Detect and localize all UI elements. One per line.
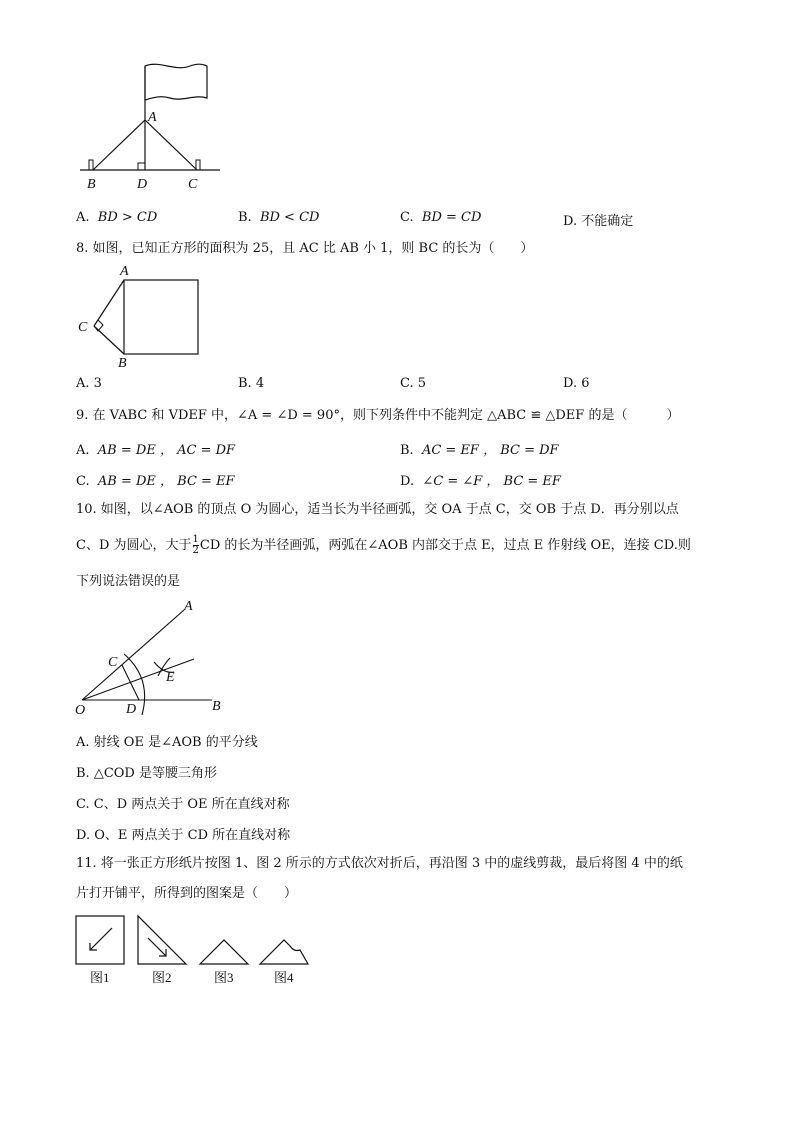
q7-option-b[interactable]: B. BD < CD xyxy=(238,210,320,225)
q10-option-a[interactable]: A. 射线 OE 是∠AOB 的平分线 xyxy=(76,735,258,750)
stake-c xyxy=(196,160,200,170)
rope-ac xyxy=(145,120,197,170)
fraction-half: $\frac{1}{2}$ xyxy=(192,534,199,556)
q9-option-d[interactable]: D. ∠C = ∠F ， BC = EF xyxy=(400,474,561,489)
q8-option-c[interactable]: C. 5 xyxy=(400,376,427,391)
q8-option-d[interactable]: D. 6 xyxy=(563,376,590,391)
label-b: B xyxy=(118,356,127,371)
label-c: C xyxy=(108,655,118,670)
q9-option-a[interactable]: A. AB = DE ， AC = DF xyxy=(76,443,236,458)
q7-option-d[interactable]: D. 不能确定 xyxy=(563,214,634,229)
label-b: B xyxy=(87,177,96,192)
q11-line1: 11. 将一张正方形纸片按图 1、图 2 所示的方式依次对折后，再沿图 3 中的虚线剪裁，最后将图 4 中的纸 xyxy=(76,856,683,871)
label-a: A xyxy=(184,599,193,614)
q10-option-c[interactable]: C. C、D 两点关于 OE 所在直线对称 xyxy=(76,797,290,812)
fig1-arrow xyxy=(90,928,112,950)
label-c: C xyxy=(188,177,198,192)
label-a: A xyxy=(148,110,157,125)
q9-option-b[interactable]: B. AC = EF ， BC = DF xyxy=(400,443,559,458)
segment-ac xyxy=(94,280,124,326)
q9-stem: 9. 在 VABC 和 VDEF 中，∠A = ∠D = 90°，则下列条件中不能判定 △ABC ≌ △DEF 的是（ ） xyxy=(76,408,680,423)
q9-option-c[interactable]: C. AB = DE ， BC = EF xyxy=(76,474,235,489)
q10-option-d[interactable]: D. O、E 两点关于 CD 所在直线对称 xyxy=(76,828,291,843)
fig3-triangle xyxy=(200,940,248,964)
label-d: D xyxy=(126,702,137,717)
q8-option-a[interactable]: A. 3 xyxy=(76,376,102,391)
flag xyxy=(145,64,207,100)
q10-line2-pre: C、D 为圆心，大于 xyxy=(76,538,192,553)
q8-stem: 8. 如图，已知正方形的面积为 25，且 AC 比 AB 小 1，则 BC 的长为（ ） xyxy=(76,241,534,256)
label-e: E xyxy=(166,670,175,685)
fig1-label: 图1 xyxy=(90,970,110,985)
label-b: B xyxy=(212,699,221,714)
stake-b xyxy=(89,160,93,170)
label-o: O xyxy=(75,703,86,718)
q10-line2-post: CD 的长为半径画弧，两弧在∠AOB 内部交于点 E，过点 E 作射线 OE，连接 CD.则 xyxy=(199,538,691,553)
right-angle-mark xyxy=(94,320,103,331)
q7-option-c[interactable]: C. BD = CD xyxy=(400,210,482,225)
ray-oe xyxy=(82,659,194,700)
fig2-triangle xyxy=(138,916,186,964)
q8-option-b[interactable]: B. 4 xyxy=(238,376,265,391)
q11-figures xyxy=(74,914,324,989)
q11-line2: 片打开铺平，所得到的图案是（ ） xyxy=(76,886,298,901)
right-angle-mark xyxy=(138,163,145,170)
q8-figure xyxy=(74,262,204,372)
q7-figure xyxy=(70,58,240,198)
fig2-label: 图2 xyxy=(152,970,172,985)
label-c: C xyxy=(78,320,88,335)
q10-option-b[interactable]: B. △COD 是等腰三角形 xyxy=(76,766,217,781)
square xyxy=(124,280,198,354)
label-a: A xyxy=(120,264,129,279)
fig4-label: 图4 xyxy=(274,970,294,985)
fig3-label: 图3 xyxy=(214,970,234,985)
segment-cd xyxy=(122,665,139,700)
q10-line3: 下列说法错误的是 xyxy=(76,574,181,589)
q7-option-a[interactable]: A. BD > CD xyxy=(76,210,158,225)
label-d: D xyxy=(137,177,148,192)
q10-figure xyxy=(72,600,232,720)
rope-ab xyxy=(93,120,145,170)
q10-line2 xyxy=(76,535,691,556)
q10-line1: 10. 如图，以∠AOB 的顶点 O 为圆心，适当长为半径画弧，交 OA 于点 C，交 OB 于点 D．再分别以点 xyxy=(76,502,679,517)
fig4-cut-triangle xyxy=(260,940,308,964)
